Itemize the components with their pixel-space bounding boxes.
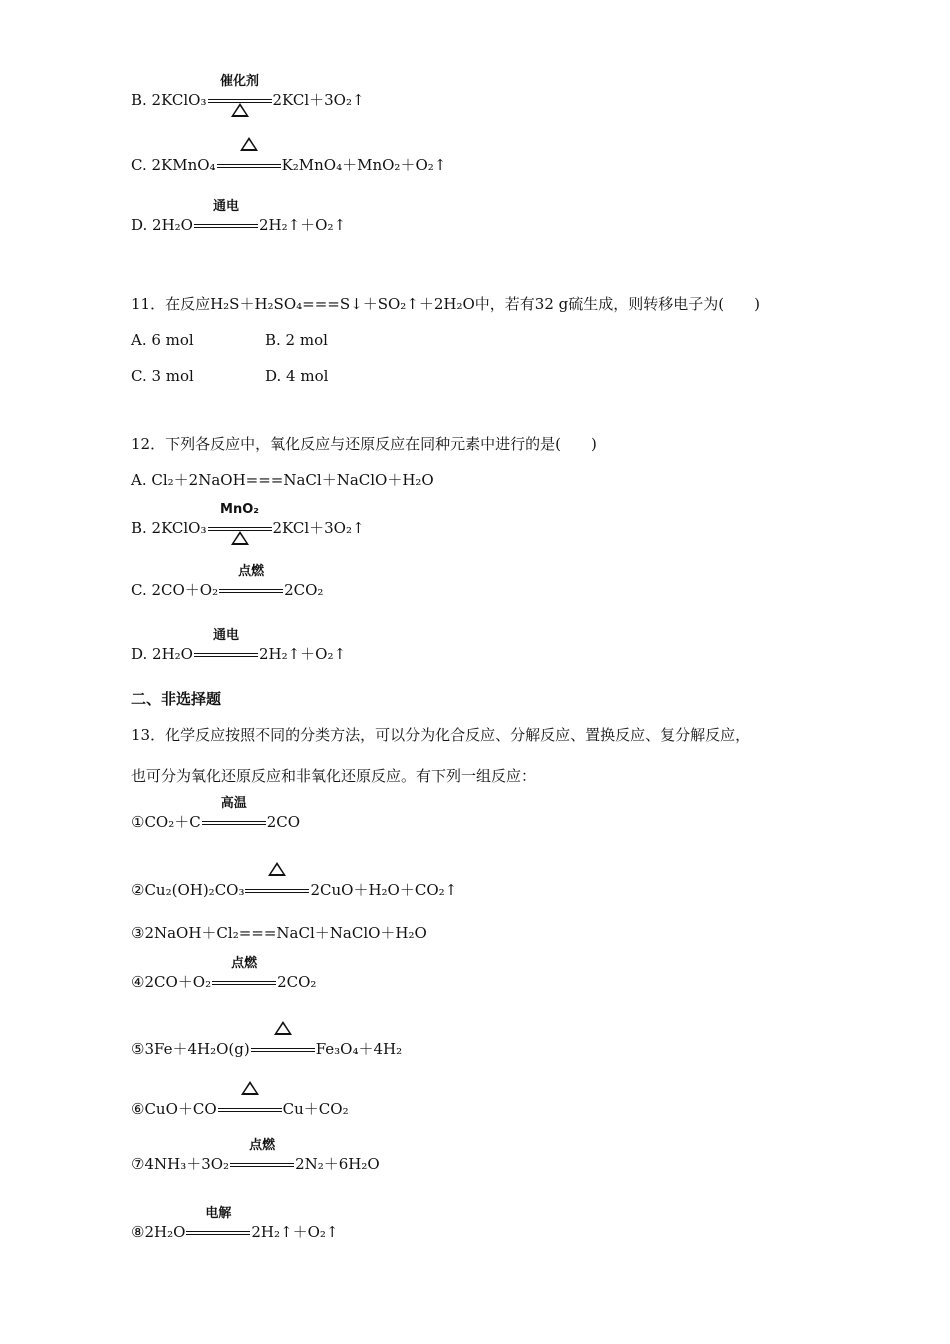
q11-option-b: B. 2 mol [265,331,328,349]
heat-triangle-icon [231,103,249,117]
equation-left: ⑥CuO＋CO [131,1100,217,1118]
equation-right: Cu＋CO₂ [282,1100,349,1118]
condition-label: 高温 [220,796,247,811]
equation-right: 2CuO＋H₂O＋CO₂↑ [310,881,458,899]
equation-left: ⑦4NH₃＋3O₂ [131,1155,230,1173]
reaction-arrow [218,1099,282,1119]
heat-triangle-icon [240,137,258,151]
q13-reaction-1 [131,796,301,832]
q13-stem-line2: 也可分为氧化还原反应和非氧化还原反应。有下列一组反应： [131,767,537,785]
condition-label: 点燃 [249,1138,276,1153]
q13-reaction-5 [131,1039,402,1059]
reaction-arrow [194,628,258,664]
q11-options-row2 [131,366,328,386]
reaction-arrow [245,880,309,900]
condition-label: 通电 [212,199,239,214]
reaction-arrow [217,155,281,175]
heat-triangle-icon [241,1081,259,1095]
q12-option-c [131,564,324,600]
section-heading: 二、非选择题 [131,690,222,708]
q10-option-b [131,74,365,110]
q12-option-d [131,628,347,664]
equation-left: B. 2KClO₃ [131,91,207,109]
condition-label: 催化剂 [219,74,259,89]
q12-option-a: A. Cl₂＋2NaOH===NaCl＋NaClO＋H₂O [131,471,434,489]
reaction-arrow [230,1138,294,1174]
q13-reaction-2 [131,880,457,900]
equation-left: C. 2CO＋O₂ [131,581,219,599]
equation-left: D. 2H₂O [131,645,193,663]
equation-left: ①CO₂＋C [131,813,201,831]
equation-left: C. 2KMnO₄ [131,156,216,174]
q13-reaction-7 [131,1138,380,1174]
equation-left: ④2CO＋O₂ [131,973,212,991]
reaction-arrow [194,199,258,235]
q10-option-c [131,155,446,175]
heat-triangle-icon [268,862,286,876]
q13-reaction-8 [131,1206,339,1242]
condition-label: 电解 [205,1206,232,1221]
equation-left: ②Cu₂(OH)₂CO₃ [131,881,245,899]
condition-label: 点燃 [238,564,265,579]
equation-right: 2KCl＋3O₂↑ [272,91,365,109]
q13-stem-line1: 13．化学反应按照不同的分类方法，可以分为化合反应、分解反应、置换反应、复分解反应， [131,726,751,744]
equation-right: 2CO₂ [277,973,317,991]
condition-label: 点燃 [231,956,258,971]
heat-triangle-icon [274,1021,292,1035]
q13-reaction-4 [131,956,317,992]
q10-option-d [131,199,347,235]
equation-right: 2KCl＋3O₂↑ [272,519,365,537]
equation-left: ⑤3Fe＋4H₂O(g) [131,1040,250,1058]
reaction-arrow [219,564,283,600]
equation-left: D. 2H₂O [131,216,193,234]
reaction-arrow [208,74,272,110]
q11-option-c: C. 3 mol [131,367,194,385]
q11-options-row1 [131,330,328,350]
reaction-arrow [251,1039,315,1059]
equation-right: 2H₂↑＋O₂↑ [251,1223,339,1241]
equation-right: 2H₂↑＋O₂↑ [258,216,347,234]
reaction-arrow [208,502,272,538]
q13-reaction-6 [131,1099,349,1119]
q11-option-a: A. 6 mol [131,331,194,349]
reaction-arrow [212,956,276,992]
condition-label: MnO₂ [220,502,259,517]
equation-right: 2CO [266,813,301,831]
equation-left: B. 2KClO₃ [131,519,207,537]
q12-option-b [131,502,365,538]
condition-label: 通电 [212,628,239,643]
reaction-arrow [202,796,266,832]
equation-right: 2CO₂ [284,581,324,599]
equation-right: K₂MnO₄＋MnO₂＋O₂↑ [281,156,447,174]
equation-left: ⑧2H₂O [131,1223,186,1241]
equation-right: 2H₂↑＋O₂↑ [258,645,347,663]
q13-reaction-3: ③2NaOH＋Cl₂===NaCl＋NaClO＋H₂O [131,924,427,942]
q11-stem: 11．在反应H₂S＋H₂SO₄===S↓＋SO₂↑＋2H₂O中，若有32 g硫生成，则转移电子为( ) [131,295,760,313]
equation-right: Fe₃O₄＋4H₂ [315,1040,403,1058]
heat-triangle-icon [231,531,249,545]
q12-stem: 12．下列各反应中，氧化反应与还原反应在同种元素中进行的是( ) [131,435,597,453]
q11-option-d: D. 4 mol [265,367,329,385]
equation-right: 2N₂＋6H₂O [295,1155,380,1173]
reaction-arrow [186,1206,250,1242]
